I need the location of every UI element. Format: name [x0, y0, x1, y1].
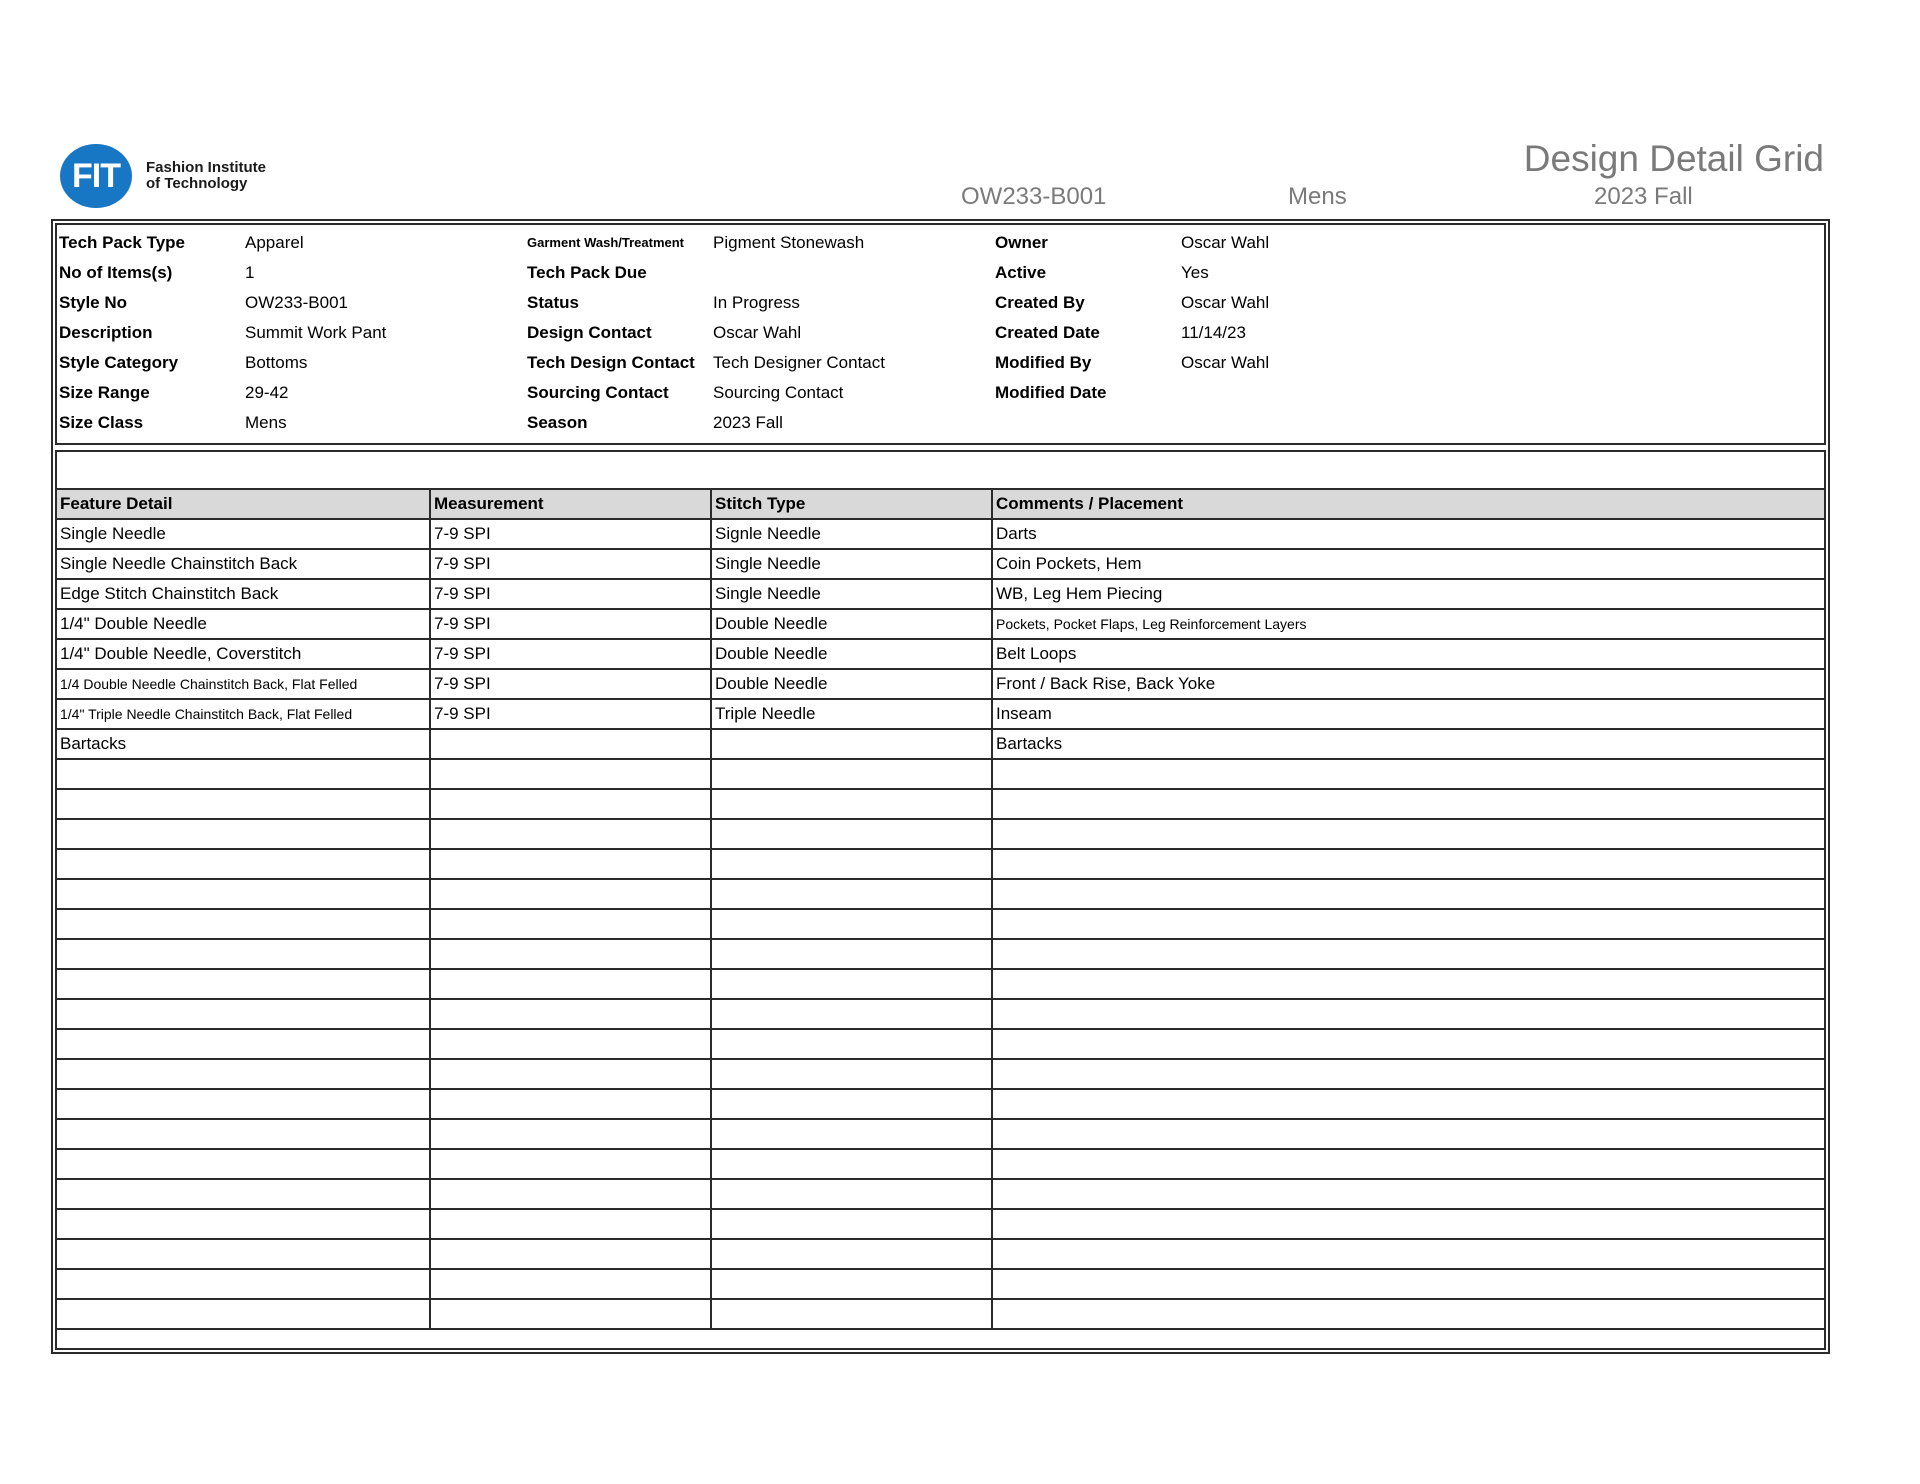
grid-cell	[429, 1300, 710, 1328]
grid-cell: Front / Back Rise, Back Yoke	[991, 670, 1824, 698]
grid-header-row	[57, 488, 1824, 518]
grid-cell: 7-9 SPI	[429, 670, 710, 698]
grid-cell	[429, 850, 710, 878]
empty-table-row	[57, 1178, 1824, 1208]
grid-cell	[991, 1300, 1824, 1328]
grid-cell	[429, 940, 710, 968]
grid-cell: 7-9 SPI	[429, 520, 710, 548]
info-label: Created By	[995, 293, 1085, 312]
grid-cell	[991, 1240, 1824, 1268]
grid-cell: Bartacks	[991, 730, 1824, 758]
grid-cell	[429, 1090, 710, 1118]
table-row	[57, 578, 1824, 608]
grid-cell: Edge Stitch Chainstitch Back	[60, 584, 279, 603]
grid-cell	[429, 1000, 710, 1028]
info-label: Style No	[59, 293, 128, 312]
grid-cell	[57, 910, 429, 938]
empty-table-row	[57, 998, 1824, 1028]
info-label: Sourcing Contact	[527, 383, 669, 402]
grid-cell	[57, 1000, 429, 1028]
grid-cell	[991, 1090, 1824, 1118]
grid-cell	[57, 1120, 429, 1148]
info-label: Tech Design Contact	[527, 353, 695, 372]
grid-cell	[991, 760, 1824, 788]
info-label: Tech Pack Due	[527, 263, 647, 282]
empty-table-row	[57, 878, 1824, 908]
grid-cell	[429, 820, 710, 848]
grid-cell	[429, 1180, 710, 1208]
grid-cell: Belt Loops	[991, 640, 1824, 668]
grid-cell	[710, 1090, 991, 1118]
grid-cell: Bartacks	[60, 734, 127, 753]
info-label: Season	[527, 413, 588, 432]
grid-cell	[429, 1060, 710, 1088]
grid-cell	[991, 1210, 1824, 1238]
grid-cell	[710, 1120, 991, 1148]
grid-cell	[429, 1270, 710, 1298]
grid-cell: Inseam	[991, 700, 1824, 728]
grid-cell	[710, 820, 991, 848]
grid-cell	[710, 1270, 991, 1298]
grid-cell	[991, 1150, 1824, 1178]
grid-cell	[710, 1060, 991, 1088]
info-value: Oscar Wahl	[1181, 233, 1270, 252]
grid-cell	[429, 1030, 710, 1058]
grid-cell: Comments / Placement	[991, 490, 1824, 518]
grid-cell	[57, 1090, 429, 1118]
info-label: Modified By	[995, 353, 1092, 372]
table-row	[57, 608, 1824, 638]
grid-cell: 1/4" Double Needle, Coverstitch	[60, 644, 302, 663]
empty-table-row	[57, 758, 1824, 788]
empty-table-row	[57, 1148, 1824, 1178]
grid-cell: 7-9 SPI	[429, 610, 710, 638]
grid-cell	[991, 1120, 1824, 1148]
info-value: Apparel	[245, 233, 304, 252]
info-value: Pigment Stonewash	[713, 233, 865, 252]
info-value: 1	[245, 263, 255, 282]
grid-cell	[57, 1150, 429, 1178]
grid-cell	[57, 940, 429, 968]
info-value: In Progress	[713, 293, 800, 312]
info-panel	[55, 223, 1826, 445]
grid-cell	[710, 790, 991, 818]
grid-cell	[57, 760, 429, 788]
grid-cell	[57, 1210, 429, 1238]
empty-table-row	[57, 1118, 1824, 1148]
grid-cell: 7-9 SPI	[429, 550, 710, 578]
info-label: Owner	[995, 233, 1048, 252]
info-value: 29-42	[245, 383, 289, 402]
table-row	[57, 638, 1824, 668]
document-title: Design Detail Grid	[1523, 138, 1824, 179]
empty-table-row	[57, 1238, 1824, 1268]
grid-cell: 1/4 Double Needle Chainstitch Back, Flat Felled	[60, 676, 358, 692]
fit-logo	[60, 144, 266, 208]
grid-cell	[429, 910, 710, 938]
grid-cell	[710, 850, 991, 878]
grid-cell: Pockets, Pocket Flaps, Leg Reinforcement Layers	[991, 610, 1824, 638]
info-value: Oscar Wahl	[713, 323, 802, 342]
empty-table-row	[57, 1058, 1824, 1088]
grid-cell	[710, 730, 991, 758]
info-label: Style Category	[59, 353, 179, 372]
grid-cell	[991, 790, 1824, 818]
grid-cell	[710, 1000, 991, 1028]
grid-cell: Double Needle	[710, 640, 991, 668]
logo-line-1: Fashion Institute	[146, 159, 266, 176]
grid-cell: Single Needle Chainstitch Back	[60, 554, 298, 573]
empty-table-row	[57, 1298, 1824, 1328]
empty-table-row	[57, 848, 1824, 878]
grid-cell	[57, 1180, 429, 1208]
grid-cell	[57, 820, 429, 848]
grid-cell	[991, 1180, 1824, 1208]
grid-cell	[991, 1060, 1824, 1088]
header-style-no: OW233-B001	[961, 183, 1107, 210]
empty-table-row	[57, 1088, 1824, 1118]
grid-cell	[429, 760, 710, 788]
info-value: Bottoms	[245, 353, 308, 372]
info-value: OW233-B001	[245, 293, 348, 312]
grid-cell: Feature Detail	[60, 494, 173, 513]
grid-cell: Double Needle	[710, 670, 991, 698]
info-label: No of Items(s)	[59, 263, 173, 282]
empty-table-row	[57, 788, 1824, 818]
grid-cell	[710, 1240, 991, 1268]
empty-table-row	[57, 938, 1824, 968]
grid-cell	[991, 1270, 1824, 1298]
grid-cell	[57, 850, 429, 878]
grid-cell	[429, 1120, 710, 1148]
table-row	[57, 728, 1824, 758]
grid-cell	[991, 940, 1824, 968]
empty-table-row	[57, 908, 1824, 938]
grid-cell	[57, 880, 429, 908]
header-season: 2023 Fall	[1594, 183, 1693, 210]
grid-cell: Single Needle	[710, 580, 991, 608]
grid-cell: 1/4" Double Needle	[60, 614, 207, 633]
grid-cell	[57, 790, 429, 818]
grid-cell	[57, 1270, 429, 1298]
grid-cell	[991, 910, 1824, 938]
info-value: Sourcing Contact	[713, 383, 844, 402]
grid-cell	[991, 880, 1824, 908]
empty-table-row	[57, 818, 1824, 848]
info-value: Tech Designer Contact	[713, 353, 885, 372]
design-detail-grid	[55, 450, 1826, 1350]
grid-cell: Single Needle	[60, 524, 166, 543]
info-value: Oscar Wahl	[1181, 293, 1270, 312]
grid-footer-strip	[57, 1328, 1824, 1354]
grid-cell: 7-9 SPI	[429, 700, 710, 728]
grid-cell	[57, 1240, 429, 1268]
info-value: 11/14/23	[1181, 323, 1246, 342]
grid-cell: 1/4" Triple Needle Chainstitch Back, Flat Felled	[60, 706, 353, 722]
grid-cell	[429, 1240, 710, 1268]
grid-cell: Single Needle	[710, 550, 991, 578]
info-value: Summit Work Pant	[245, 323, 387, 342]
grid-cell	[710, 880, 991, 908]
table-row	[57, 548, 1824, 578]
info-label: Size Class	[59, 413, 144, 432]
info-value: Oscar Wahl	[1181, 353, 1270, 372]
grid-cell	[429, 880, 710, 908]
header-size-class: Mens	[1288, 183, 1347, 210]
grid-cell	[710, 910, 991, 938]
grid-cell: Double Needle	[710, 610, 991, 638]
grid-cell	[710, 940, 991, 968]
grid-cell	[710, 1180, 991, 1208]
grid-cell	[429, 970, 710, 998]
info-label: Active	[995, 263, 1047, 282]
grid-cell	[429, 790, 710, 818]
grid-cell: Coin Pockets, Hem	[991, 550, 1824, 578]
grid-cell	[710, 1150, 991, 1178]
grid-cell	[991, 820, 1824, 848]
grid-cell	[991, 1030, 1824, 1058]
grid-cell	[710, 1030, 991, 1058]
grid-cell: Signle Needle	[710, 520, 991, 548]
info-label: Created Date	[995, 323, 1100, 342]
grid-cell: Darts	[991, 520, 1824, 548]
grid-cell	[991, 1000, 1824, 1028]
info-value: Mens	[245, 413, 287, 432]
grid-cell	[710, 760, 991, 788]
grid-cell	[57, 1060, 429, 1088]
grid-cell: Measurement	[429, 490, 710, 518]
grid-cell: WB, Leg Hem Piecing	[991, 580, 1824, 608]
grid-cell: 7-9 SPI	[429, 580, 710, 608]
fit-logo-mark: FIT	[60, 144, 132, 208]
grid-cell	[57, 1030, 429, 1058]
grid-cell	[57, 1300, 429, 1328]
info-label: Size Range	[59, 383, 150, 402]
info-label: Status	[527, 293, 579, 312]
grid-cell	[429, 730, 710, 758]
table-row	[57, 668, 1824, 698]
info-label: Design Contact	[527, 323, 652, 342]
grid-cell	[429, 1210, 710, 1238]
grid-cell: Triple Needle	[710, 700, 991, 728]
grid-cell	[991, 850, 1824, 878]
empty-table-row	[57, 1208, 1824, 1238]
table-row	[57, 518, 1824, 548]
grid-cell	[429, 1150, 710, 1178]
logo-line-2: of Technology	[146, 175, 248, 192]
info-label: Tech Pack Type	[59, 233, 185, 252]
empty-table-row	[57, 1028, 1824, 1058]
info-label: Modified Date	[995, 383, 1107, 402]
grid-cell	[710, 1210, 991, 1238]
grid-cell	[57, 970, 429, 998]
empty-table-row	[57, 968, 1824, 998]
info-label: Description	[59, 323, 153, 342]
grid-cell	[710, 970, 991, 998]
grid-cell	[710, 1300, 991, 1328]
grid-cell: Stitch Type	[710, 490, 991, 518]
fit-logo-text	[146, 160, 266, 192]
info-value: 2023 Fall	[713, 413, 783, 432]
grid-cell: 7-9 SPI	[429, 640, 710, 668]
info-label: Garment Wash/Treatment	[527, 235, 685, 250]
grid-cell	[991, 970, 1824, 998]
info-value: Yes	[1181, 263, 1209, 282]
table-row	[57, 698, 1824, 728]
empty-table-row	[57, 1268, 1824, 1298]
